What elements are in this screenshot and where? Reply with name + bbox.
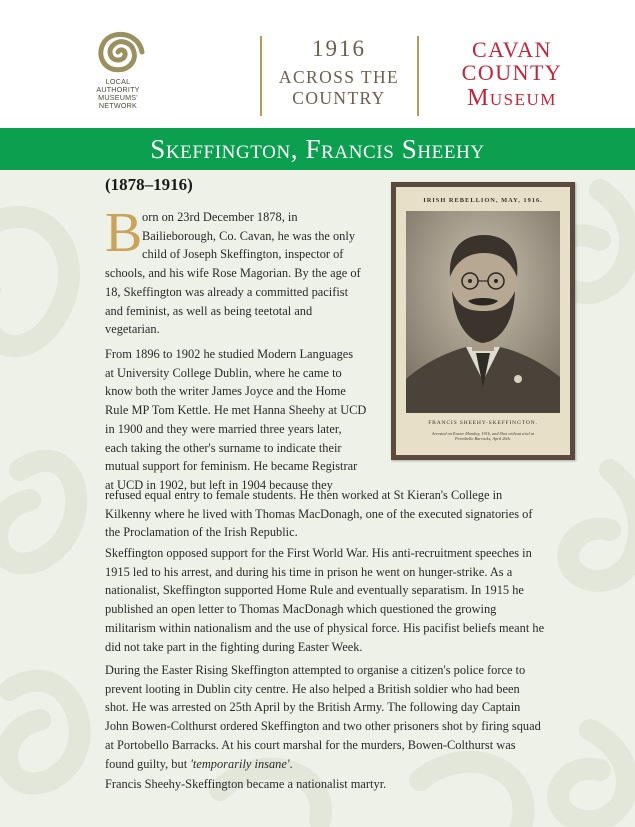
portrait-illustration [406,211,560,413]
page-title: Skeffington, Francis Sheehy [150,134,485,164]
paragraph-5: Francis Sheehy-Skeffington became a nationalist martyr. [105,777,387,791]
spiral-icon [82,26,154,78]
museum-name-line1: CAVAN [471,37,553,62]
museum-name-line2: COUNTY [461,60,563,85]
museums-network-logo [72,26,164,116]
text-fragment: found guilty, but [105,756,191,771]
paragraph-1 [105,208,385,339]
text-line: published an open letter to Thomas MacDonagh which questioned the growing [105,602,497,617]
photo-caption-sub-line: Portobello Barracks, April 26th. [455,436,511,442]
header-divider [260,36,262,116]
photo-caption-name: FRANCIS SHEEHY-SKEFFINGTON. [428,420,538,426]
text-line: 1915 led to his arrest, and during his time in prison he went on hunger-strike. As a [105,564,513,579]
page-header [0,0,635,128]
text-line: and feminist, as well as being teetotal and [105,303,313,318]
logo-text-line: MUSEUMS' [98,93,138,102]
text-line: Skeffington opposed support for the First World War. His anti-recruitment speeches in [105,546,532,560]
paragraph-2-continued [105,486,575,542]
portrait-frame [391,182,575,460]
text-line: in 1900 and they were married three years later, [105,421,342,436]
tagline-year: 1916 [312,36,366,61]
text-line: each taking the other's surname to indicate their [105,440,342,455]
logo-text-line: AUTHORITY [96,85,140,94]
logo-text-line: NETWORK [98,101,138,110]
text-line: the Proclamation of the Irish Republic. [105,525,298,540]
text-line: Bailieborough, Co. Cavan, he was the only [142,228,356,243]
text-line: know both the writer James Joyce and the Home [105,384,346,399]
text-line: During the Easter Rising Skeffington attempted to organise a citizen's police force to [105,663,526,677]
tagline-line2: COUNTRY [292,88,386,108]
text-line: militarism within nationalism and the use of physical force. His pacifist beliefs meant he [105,620,545,635]
portrait-photo [406,211,560,413]
tagline-line1: ACROSS THE [278,67,400,87]
text-line: mutual support for feminism. He became Registrar [105,459,358,474]
text-line: orn on 23rd December 1878, in [142,210,298,224]
text-line: nationalist, Skeffington supported Home Rule and eventually separatism. In 1915 he [105,583,524,598]
text-line: John Bowen-Colthurst ordered Skeffington and two other prisoners shot by firing squad [105,719,541,734]
text-line: did not take part in the fighting during Easter Week. [105,639,363,654]
text-line: at Portobello Barracks. At his court marshal for the murders, Bowen-Colthurst was [105,737,516,752]
text-line: at University College Dublin, where he came to [105,365,342,380]
header-divider [417,36,419,116]
paragraph-4 [105,661,577,773]
photo-caption-sub-line: Arrested on Easter Monday, 1916, and Shot without trial at [431,431,535,436]
text-fragment: . [289,756,293,771]
logo-text [72,78,164,110]
text-line: refused equal entry to female students. He then worked at St Kieran's College in [105,488,503,502]
museum-name-line3: Museum [467,85,557,111]
text-line: From 1896 to 1902 he studied Modern Languages [105,347,354,361]
text-line: prevent looting in Dublin city centre. He also helped a British soldier who had been [105,681,520,696]
portrait-card [396,187,570,455]
italic-quote: 'temporarily insane' [190,756,290,771]
text-line: schools, and his wife Rose Magorian. By the age of [105,266,361,281]
paragraph-2 [105,345,385,495]
photo-caption-heading: IRISH REBELLION, MAY, 1916. [423,197,543,204]
text-line: 18, Skeffington was already a committed pacifist [105,284,349,299]
text-line: Rule MP Tom Kettle. He met Hanna Sheehy at UCD [105,403,367,418]
text-line: vegetarian. [105,322,160,337]
drop-cap: B [105,202,143,264]
paragraph-3 [105,544,577,656]
text-line: at UCD in 1902, but left in 1904 because they [105,477,333,492]
text-line: Kilkenny where he lived with Thomas MacDonagh, one of the executed signatories of [105,506,533,521]
text-line: shot. He was arrested on 25th April by the British Army. The following day Captain [105,700,521,715]
life-dates: (1878–1916) [105,175,193,194]
text-line: child of Joseph Skeffington, inspector of [142,247,344,262]
photo-caption-sub [410,431,556,442]
text-line [105,755,577,774]
logo-text-line: LOCAL [105,77,131,86]
